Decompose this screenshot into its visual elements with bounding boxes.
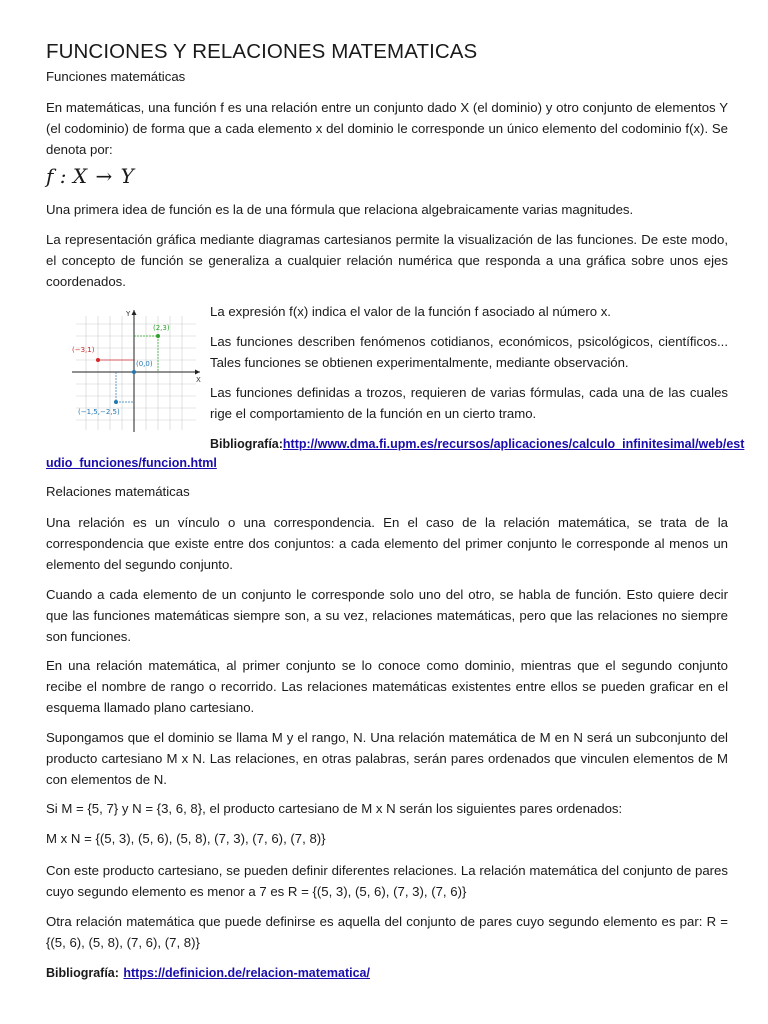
point-b-label: (−3,1) xyxy=(72,346,95,354)
paragraph-graphic-representation: La representación gráfica mediante diagramas cartesianos permite la visualización de las funciones. De este modo, el concepto de función se generaliza a cualquier relación numérica que responda a una gráfica sobre unos ejes coordenados. xyxy=(46,232,728,289)
bibliography-label-2: Bibliografía: xyxy=(46,966,119,980)
paragraph-relation-less-than-7: Con este producto cartesiano, se pueden definir diferentes relaciones. La relación matemática del conjunto de pares cuyo segundo elemento es menor a 7 es R = {(5, 3), (5, 6), (7, 3), (7, 6)} xyxy=(46,863,728,899)
section-heading-funciones: Funciones matemáticas xyxy=(46,69,186,84)
bibliography-2 xyxy=(46,962,370,984)
paragraph-fx-expression: La expresión f(x) indica el valor de la función f asociado al número x. xyxy=(210,304,611,319)
page-title: FUNCIONES Y RELACIONES MATEMATICAS xyxy=(46,40,478,63)
point-d-marker xyxy=(114,400,118,404)
section-heading-relaciones: Relaciones matemáticas xyxy=(46,484,190,499)
bibliography-link-2[interactable]: https://definicion.de/relacion-matematica/ xyxy=(123,966,370,980)
paragraph-first-idea: Una primera idea de función es la de una fórmula que relaciona algebraicamente varias magnitudes. xyxy=(46,202,634,217)
point-a-label: (2,3) xyxy=(153,324,170,332)
formula xyxy=(46,164,134,188)
point-b-marker xyxy=(96,358,100,362)
point-c-label: (0,0) xyxy=(136,360,153,368)
paragraph-definition: En matemáticas, una función f es una relación entre un conjunto dado X (el dominio) y otro conjunto de elementos Y (el codominio) de forma que a cada elemento x del dominio le corresponde un único elemento del codominio f(x). Se denota por: xyxy=(46,100,728,157)
bibliography-1-line1 xyxy=(210,433,745,455)
axis-x-label: X xyxy=(196,376,201,384)
paragraph-domain-range: En una relación matemática, al primer conjunto se lo conoce como dominio, mientras que el segundo conjunto recibe el nombre de rango o recorrido. Las relaciones matemáticas existentes entre ellos se pueden graficar en el esquema llamado plano cartesiano. xyxy=(46,658,728,715)
formula-arrow: → xyxy=(95,164,113,188)
point-a-marker xyxy=(156,334,160,338)
paragraph-cartesian-product: Supongamos que el dominio se llama M y el rango, N. Una relación matemática de M en N será un subconjunto del producto cartesiano M x N. Las relaciones, en otras palabras, serán pares ordenados que vinculen elementos de M con elementos de N. xyxy=(46,730,728,787)
paragraph-relation-definition: Una relación es un vínculo o una correspondencia. En el caso de la relación matemática, se trata de la correspondencia que existe entre dos conjuntos: a cada elemento del primer conjunto le corresponde al menos un elemento del segundo conjunto. xyxy=(46,515,728,572)
paragraph-relation-even: Otra relación matemática que puede definirse es aquella del conjunto de pares cuyo segundo elemento es par: R = {(5, 6), (5, 8), (7, 6), (7, 8)} xyxy=(46,914,728,950)
formula-left: f : X xyxy=(46,164,88,188)
formula-right: Y xyxy=(120,164,134,188)
cartesian-graph xyxy=(68,306,208,434)
bibliography-link-1-continued[interactable]: udio_funciones/funcion.html xyxy=(46,456,217,470)
paragraph-piecewise: Las funciones definidas a trozos, requieren de varias fórmulas, cada una de las cuales rige el comportamiento de la función en un cierto tramo. xyxy=(210,385,728,421)
paragraph-product-pairs: M x N = {(5, 3), (5, 6), (5, 8), (7, 3), (7, 6), (7, 8)} xyxy=(46,831,326,846)
bibliography-label: Bibliografía: xyxy=(210,437,283,451)
bibliography-1-line2 xyxy=(46,452,217,474)
point-d-label: (−1,5,−2,5) xyxy=(78,408,120,416)
bibliography-link-1[interactable]: http://www.dma.fi.upm.es/recursos/aplicaciones/calculo_infinitesimal/web/est xyxy=(282,437,745,451)
axis-y-label: Y xyxy=(126,310,131,318)
paragraph-phenomena: Las funciones describen fenómenos cotidianos, económicos, psicológicos, científicos... Tales funciones se obtienen experimentalmente, mediante observación. xyxy=(210,334,728,370)
paragraph-example-sets: Si M = {5, 7} y N = {3, 6, 8}, el producto cartesiano de M x N serán los siguientes pares ordenados: xyxy=(46,801,623,816)
point-c-marker xyxy=(132,370,136,374)
paragraph-function-vs-relation: Cuando a cada elemento de un conjunto le corresponde solo uno del otro, se habla de función. Esto quiere decir que las funciones matemáticas siempre son, a su vez, relaciones matemáticas, pero que las relaciones no siempre son funciones. xyxy=(46,587,728,644)
